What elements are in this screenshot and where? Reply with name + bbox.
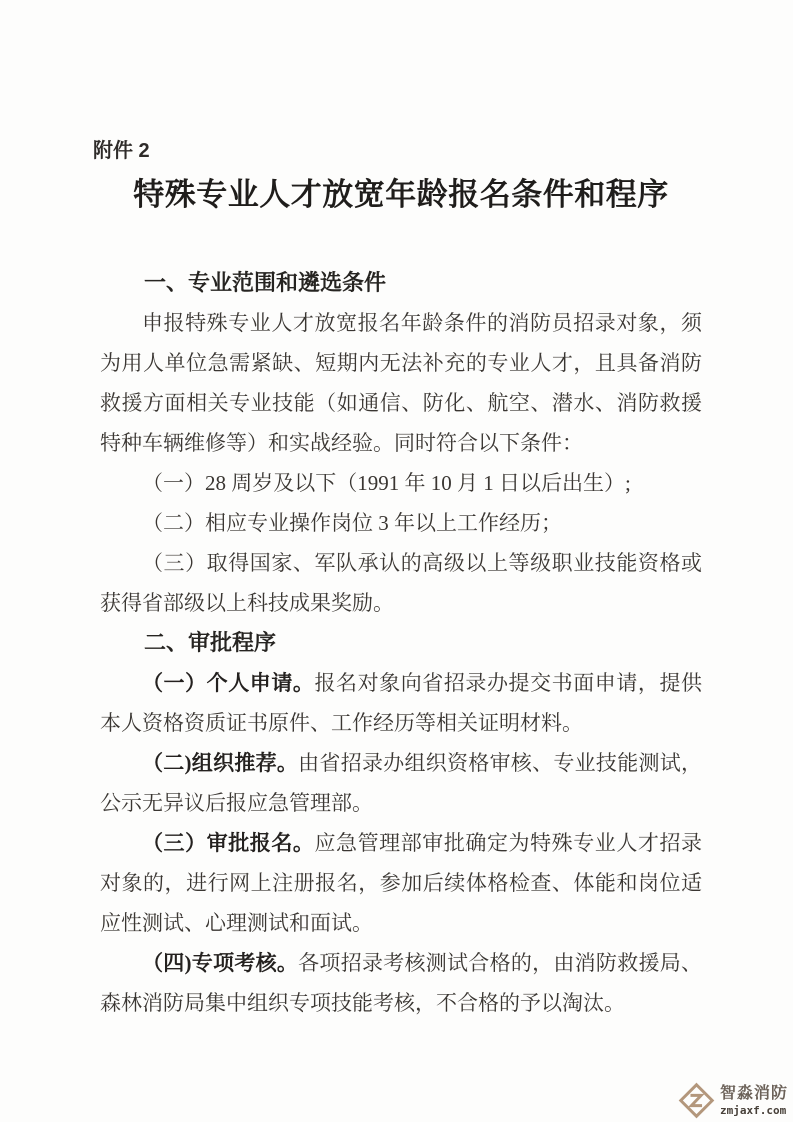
- section-1-heading: 一、专业范围和遴选条件: [144, 270, 387, 295]
- procedure-step-2-title: （二)组织推荐。: [142, 751, 299, 775]
- section-1-intro-paragraph: 申报特殊专业人才放宽报名年龄条件的消防员招录对象，须为用人单位急需紧缺、短期内无法补充的专业人才，且具备消防救援方面相关专业技能（如通信、防化、航空、潜水、消防救援特种车辆维修等）和实战经验。同时符合以下条件：: [100, 311, 702, 455]
- watermark-text: [720, 1086, 788, 1116]
- procedure-step-4-title: （四)专项考核。: [142, 951, 299, 975]
- procedure-step-2-text: 由省招录办组织资格审核、专业技能测试，公示无异议后报应急管理部。: [100, 751, 703, 815]
- condition-item-2: （二）相应专业操作岗位 3 年以上工作经历；: [142, 511, 562, 535]
- watermark: [678, 1082, 788, 1119]
- procedure-step-2: [100, 743, 702, 823]
- procedure-step-1: [100, 663, 702, 743]
- brand-logo-icon: [678, 1082, 715, 1119]
- section-2-heading: 二、审批程序: [144, 630, 277, 655]
- brand-name: 智淼消防: [719, 1084, 788, 1102]
- procedure-step-3-title: （三）审批报名。: [142, 831, 315, 855]
- document-body: [93, 138, 703, 1023]
- procedure-step-3: [100, 823, 702, 943]
- procedure-step-4-text: 各项招录考核测试合格的，由消防救援局、森林消防局集中组织专项技能考核，不合格的予以淘汰。: [100, 951, 703, 1015]
- document-title: 特殊专业人才放宽年龄报名条件和程序: [133, 177, 669, 212]
- procedure-step-1-text: 报名对象向省招录办提交书面申请，提供本人资格资质证书原件、工作经历等相关证明材料。: [100, 671, 703, 735]
- procedure-step-4: [100, 943, 702, 1023]
- brand-url: zmjaxf.com: [719, 1103, 787, 1117]
- attachment-label: 附件 2: [93, 140, 150, 162]
- procedure-step-1-title: （一）个人申请。: [142, 671, 315, 695]
- condition-item-3: （三）取得国家、军队承认的高级以上等级职业技能资格或获得省部级以上科技成果奖励。: [100, 551, 702, 615]
- procedure-step-3-text: 应急管理部审批确定为特殊专业人才招录对象的，进行网上注册报名，参加后续体格检查、体能和岗位适应性测试、心理测试和面试。: [100, 831, 703, 935]
- condition-item-1: （一）28 周岁及以下（1991 年 10 月 1 日以后出生）;: [142, 471, 631, 495]
